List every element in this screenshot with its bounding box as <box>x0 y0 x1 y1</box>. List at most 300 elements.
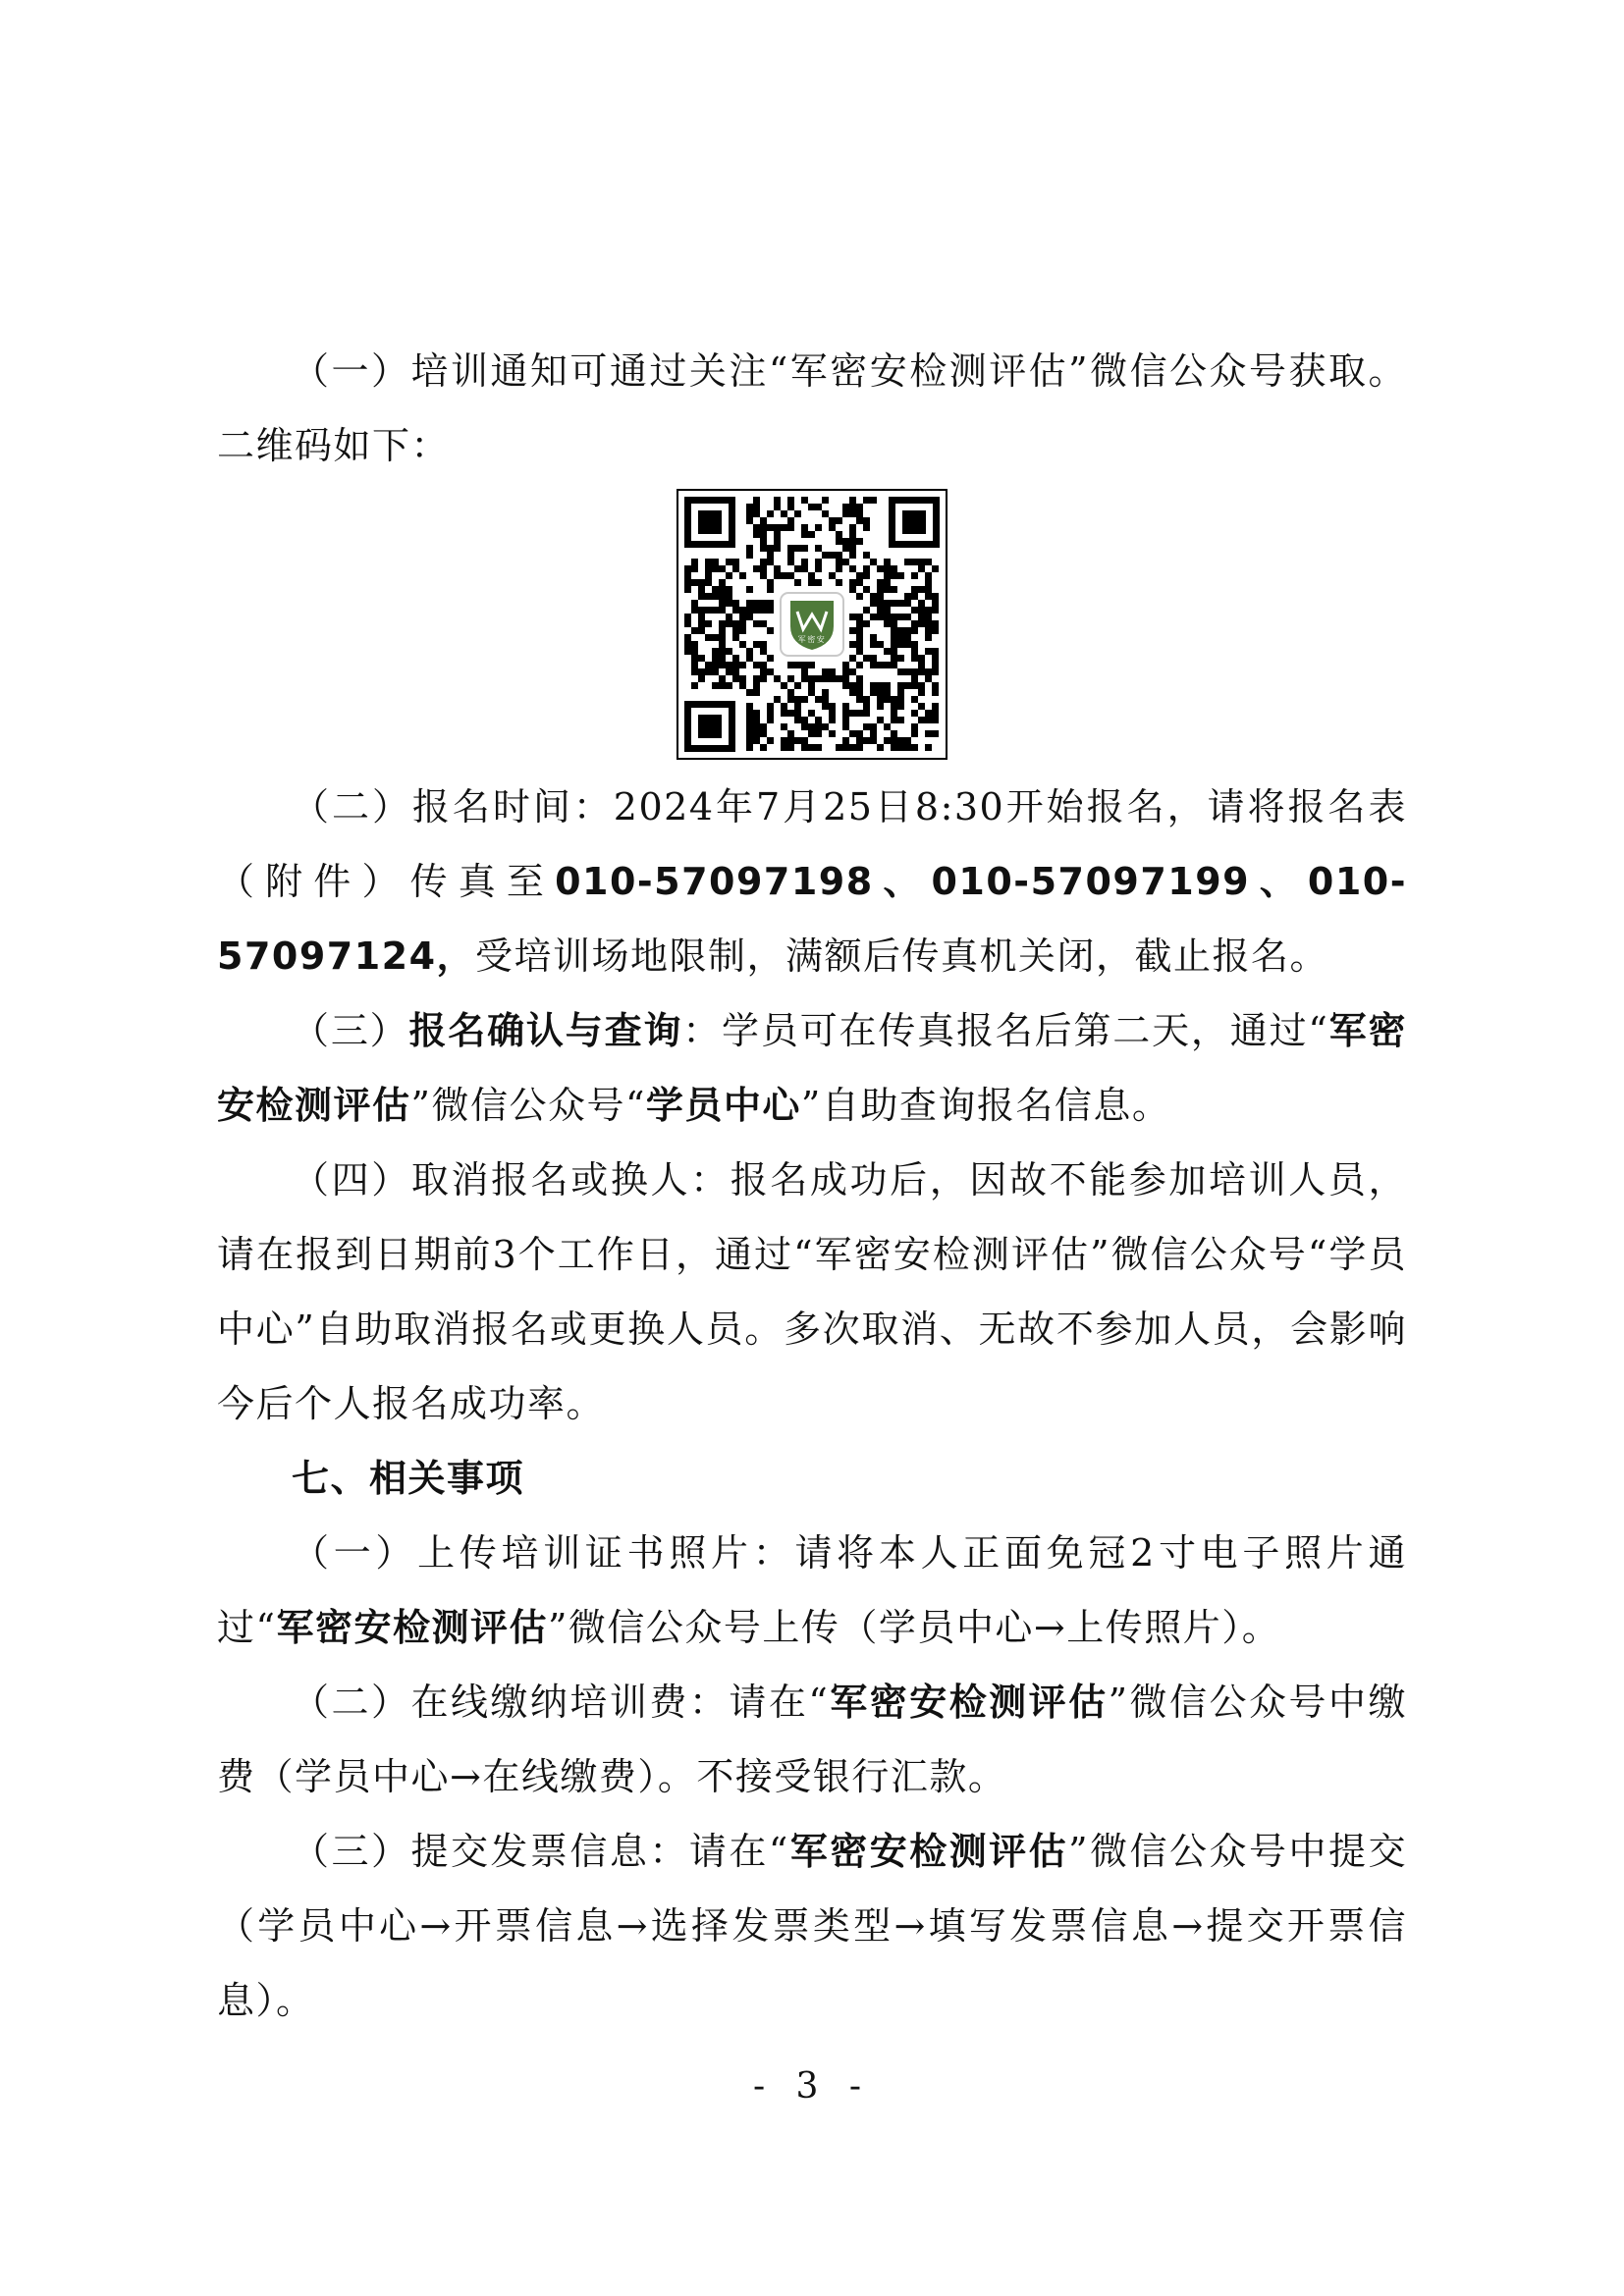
paragraph-text: ”微信公众号中提交（学员中心→开票信息→选择发票类型→填写发票信息→提交开票信息）。 <box>217 1830 1407 2022</box>
qr-module <box>801 696 808 703</box>
qr-module <box>801 668 808 675</box>
qr-module <box>856 682 863 689</box>
qr-module <box>767 717 774 723</box>
qr-module <box>760 600 767 607</box>
paragraph-text: ”微信公众号“ <box>410 1084 646 1127</box>
qr-module <box>746 689 753 696</box>
qr-module <box>732 662 739 668</box>
qr-module <box>753 723 760 730</box>
qr-module <box>760 517 767 524</box>
qr-module <box>849 668 856 675</box>
qr-module <box>884 607 891 614</box>
qr-module <box>746 517 753 524</box>
qr-module <box>836 517 842 524</box>
qr-module <box>808 689 815 696</box>
qr-module <box>932 730 939 737</box>
qr-module <box>698 675 705 682</box>
qr-module <box>884 579 891 586</box>
qr-module <box>787 689 794 696</box>
qr-module <box>863 737 870 744</box>
qr-module <box>753 737 760 744</box>
qr-module <box>753 504 760 510</box>
qr-module <box>774 572 781 579</box>
qr-module <box>781 682 787 689</box>
qr-module <box>856 620 863 627</box>
qr-module <box>760 538 767 545</box>
qr-module <box>877 593 884 600</box>
qr-module <box>801 717 808 723</box>
qr-module <box>856 579 863 586</box>
qr-module <box>870 737 877 744</box>
qr-module <box>698 668 705 675</box>
qr-module <box>732 620 739 627</box>
qr-module <box>870 634 877 641</box>
qr-module <box>712 634 719 641</box>
qr-module <box>925 586 932 593</box>
qr-module <box>684 572 691 579</box>
qr-module <box>691 662 698 668</box>
qr-module <box>836 744 842 751</box>
qr-module <box>842 504 849 510</box>
qr-module <box>822 510 829 517</box>
qr-module <box>719 627 726 634</box>
qr-module <box>870 689 877 696</box>
qr-module <box>808 682 815 689</box>
qr-module <box>698 579 705 586</box>
qr-module <box>767 668 774 675</box>
qr-module <box>760 559 767 565</box>
qr-module <box>863 655 870 662</box>
qr-module <box>877 607 884 614</box>
qr-module <box>918 565 925 572</box>
qr-module <box>856 517 863 524</box>
qr-module <box>884 689 891 696</box>
qr-module <box>794 662 801 668</box>
paragraph-text: （一）上传培训证书照片：请将本人正面免冠2寸电子照片通过“ <box>217 1531 1407 1649</box>
qr-module <box>884 723 891 730</box>
qr-module <box>746 744 753 751</box>
qr-module <box>698 614 705 620</box>
qr-module <box>774 565 781 572</box>
qr-module <box>808 572 815 579</box>
qr-module <box>925 675 932 682</box>
qr-module <box>822 703 829 710</box>
qr-module <box>794 545 801 552</box>
qr-module <box>787 497 794 504</box>
qr-module <box>863 565 870 572</box>
paragraph-text: ”自助查询报名信息。 <box>800 1084 1171 1127</box>
qr-module <box>863 524 870 531</box>
qr-module <box>781 572 787 579</box>
qr-module <box>691 641 698 648</box>
qr-module <box>849 730 856 737</box>
qr-module <box>925 559 932 565</box>
qr-module <box>849 531 856 538</box>
qr-module <box>911 593 918 600</box>
qr-module <box>877 689 884 696</box>
qr-module <box>932 620 939 627</box>
paragraph-prefix: （三） <box>292 1009 409 1052</box>
qr-module <box>842 662 849 668</box>
qr-module <box>856 696 863 703</box>
qr-module <box>829 703 836 710</box>
qr-module <box>815 559 822 565</box>
qr-module <box>753 607 760 614</box>
qr-module <box>822 689 829 696</box>
qr-module <box>891 648 897 655</box>
qr-module <box>815 565 822 572</box>
qr-module <box>767 703 774 710</box>
qr-module <box>897 627 904 634</box>
qr-module <box>836 538 842 545</box>
qr-module <box>891 710 897 717</box>
qr-module <box>877 744 884 751</box>
qr-module <box>932 662 939 668</box>
qr-module <box>911 620 918 627</box>
qr-module <box>863 703 870 710</box>
qr-module <box>822 696 829 703</box>
qr-module <box>801 524 808 531</box>
qr-module <box>863 586 870 593</box>
qr-module <box>891 565 897 572</box>
bold-term: 报名确认与查询 <box>408 1009 683 1052</box>
qr-module <box>849 497 856 504</box>
qr-module <box>684 614 691 620</box>
qr-module <box>897 572 904 579</box>
qr-module <box>829 730 836 737</box>
qr-module <box>911 607 918 614</box>
qr-module <box>684 565 691 572</box>
qr-module <box>815 504 822 510</box>
qr-module <box>712 655 719 662</box>
qr-module <box>856 634 863 641</box>
qr-module <box>884 737 891 744</box>
paragraph-text: （一）培训通知可通过关注“军密安检测评估”微信公众号获取。二维码如下： <box>217 349 1407 467</box>
wechat-qr-code <box>677 489 947 760</box>
qr-module <box>691 655 698 662</box>
qr-module <box>726 586 732 593</box>
qr-module <box>891 620 897 627</box>
qr-module <box>897 600 904 607</box>
qr-module <box>787 572 794 579</box>
qr-module <box>787 662 794 668</box>
qr-module <box>897 614 904 620</box>
qr-module <box>904 744 911 751</box>
qr-module <box>822 675 829 682</box>
qr-module <box>891 641 897 648</box>
logo-text: 军密安 <box>797 635 827 644</box>
qr-module <box>753 600 760 607</box>
qr-module <box>911 723 918 730</box>
qr-module <box>891 662 897 668</box>
qr-module <box>904 593 911 600</box>
qr-module <box>829 517 836 524</box>
qr-module <box>842 675 849 682</box>
qr-module <box>712 682 719 689</box>
qr-module <box>856 641 863 648</box>
qr-module <box>739 607 746 614</box>
qr-module <box>712 593 719 600</box>
qr-module <box>684 586 691 593</box>
qr-module <box>794 696 801 703</box>
qr-module <box>815 717 822 723</box>
qr-module <box>705 559 712 565</box>
qr-module <box>767 586 774 593</box>
qr-module <box>801 744 808 751</box>
qr-module <box>829 675 836 682</box>
qr-module <box>856 572 863 579</box>
qr-module <box>870 662 877 668</box>
qr-module <box>698 655 705 662</box>
qr-module <box>884 614 891 620</box>
qr-module <box>932 565 939 572</box>
qr-module <box>801 559 808 565</box>
qr-module <box>842 717 849 723</box>
paragraph-text: （二）报名时间：2024年7月25日8:30开始报名，请将报名表（附件）传真至 <box>217 785 1407 903</box>
qr-module <box>787 545 794 552</box>
qr-module <box>732 634 739 641</box>
qr-module <box>897 682 904 689</box>
qr-module <box>732 600 739 607</box>
qr-module <box>849 510 856 517</box>
qr-module <box>856 675 863 682</box>
qr-module <box>719 655 726 662</box>
qr-module <box>767 710 774 717</box>
qr-module <box>794 737 801 744</box>
qr-module <box>911 559 918 565</box>
qr-module <box>794 510 801 517</box>
qr-module <box>918 620 925 627</box>
qr-module <box>753 717 760 723</box>
document-body <box>217 334 1407 2038</box>
qr-module <box>891 600 897 607</box>
qr-module <box>856 614 863 620</box>
qr-module <box>904 627 911 634</box>
qr-module <box>829 552 836 559</box>
qr-module <box>794 703 801 710</box>
qr-module <box>691 607 698 614</box>
qr-module <box>726 572 732 579</box>
qr-module <box>897 689 904 696</box>
qr-module <box>870 682 877 689</box>
qr-module <box>849 655 856 662</box>
qr-module <box>904 634 911 641</box>
qr-module <box>808 531 815 538</box>
qr-module <box>753 531 760 538</box>
qr-module <box>856 737 863 744</box>
qr-module <box>760 545 767 552</box>
paragraph-text: ”微信公众号上传（学员中心→上传照片）。 <box>547 1606 1281 1649</box>
qr-module <box>705 593 712 600</box>
qr-module <box>891 744 897 751</box>
qr-module <box>726 682 732 689</box>
qr-module <box>904 668 911 675</box>
qr-module <box>774 497 781 504</box>
qr-module <box>767 559 774 565</box>
qr-module <box>842 703 849 710</box>
bold-account-name: 军密安检测评估 <box>217 1009 1407 1127</box>
qr-module <box>712 559 719 565</box>
qr-module <box>684 620 691 627</box>
qr-module <box>746 504 753 510</box>
qr-module <box>746 586 753 593</box>
qr-module <box>781 723 787 730</box>
qr-module <box>897 641 904 648</box>
qr-module <box>774 524 781 531</box>
qr-module <box>925 627 932 634</box>
qr-module <box>753 662 760 668</box>
qr-module <box>726 648 732 655</box>
qr-module <box>897 717 904 723</box>
qr-module <box>801 497 808 504</box>
qr-module <box>925 648 932 655</box>
qr-module <box>753 565 760 572</box>
paragraph-text: 受培训场地限制，满额后传真机关闭，截止报名。 <box>475 934 1329 978</box>
qr-module <box>870 497 877 504</box>
qr-module <box>787 744 794 751</box>
qr-module <box>719 662 726 668</box>
qr-module <box>691 668 698 675</box>
qr-module <box>870 559 877 565</box>
qr-module <box>767 510 774 517</box>
qr-module <box>774 538 781 545</box>
qr-module <box>787 559 794 565</box>
qr-module <box>849 614 856 620</box>
paragraph-confirm-query <box>217 993 1407 1143</box>
qr-module <box>746 703 753 710</box>
qr-module <box>842 538 849 545</box>
qr-module <box>911 648 918 655</box>
paragraph-text: ”微信公众号中缴费（学员中心→在线缴费）。不接受银行汇款。 <box>217 1681 1407 1798</box>
qr-module <box>863 723 870 730</box>
qr-module <box>801 675 808 682</box>
qr-module <box>877 641 884 648</box>
qr-module <box>877 600 884 607</box>
qr-module <box>918 668 925 675</box>
qr-module <box>705 572 712 579</box>
qr-module <box>787 675 794 682</box>
qr-module <box>925 579 932 586</box>
qr-module <box>739 641 746 648</box>
qr-module <box>767 655 774 662</box>
qr-module <box>891 696 897 703</box>
qr-module <box>815 545 822 552</box>
qr-module <box>767 524 774 531</box>
qr-module <box>884 648 891 655</box>
qr-module <box>746 614 753 620</box>
qr-module <box>856 744 863 751</box>
bold-account-name: 军密安检测评估 <box>788 1830 1069 1873</box>
qr-module <box>849 565 856 572</box>
qr-module <box>753 675 760 682</box>
qr-module <box>705 668 712 675</box>
qr-module <box>739 620 746 627</box>
qr-module <box>932 689 939 696</box>
qr-module <box>746 545 753 552</box>
qr-module <box>932 703 939 710</box>
qr-module <box>897 703 904 710</box>
qr-module <box>884 662 891 668</box>
qr-module <box>925 620 932 627</box>
qr-module <box>712 607 719 614</box>
qr-module <box>925 634 932 641</box>
qr-module <box>760 524 767 531</box>
qr-module <box>918 559 925 565</box>
qr-module <box>781 524 787 531</box>
qr-module <box>836 552 842 559</box>
qr-module <box>891 730 897 737</box>
qr-module <box>918 600 925 607</box>
qr-module <box>911 682 918 689</box>
qr-module <box>925 668 932 675</box>
qr-module <box>719 634 726 641</box>
qr-module <box>739 627 746 634</box>
qr-module <box>732 668 739 675</box>
qr-module <box>870 600 877 607</box>
qr-module <box>691 682 698 689</box>
qr-module <box>691 565 698 572</box>
qr-module <box>726 668 732 675</box>
qr-module <box>870 593 877 600</box>
qr-module <box>753 641 760 648</box>
qr-module <box>870 730 877 737</box>
qr-module <box>739 675 746 682</box>
qr-module <box>842 744 849 751</box>
qr-module <box>760 531 767 538</box>
qr-module <box>877 586 884 593</box>
qr-module <box>870 614 877 620</box>
qr-module <box>856 730 863 737</box>
qr-module <box>842 737 849 744</box>
qr-module <box>849 552 856 559</box>
qr-module <box>891 627 897 634</box>
qr-module <box>849 627 856 634</box>
qr-module <box>760 565 767 572</box>
qr-module <box>801 565 808 572</box>
qr-module <box>815 730 822 737</box>
bold-menu-name: 学员中心 <box>645 1084 801 1127</box>
paragraph-invoice-info <box>217 1814 1407 2038</box>
qr-module <box>698 627 705 634</box>
qr-module <box>891 586 897 593</box>
qr-module <box>932 710 939 717</box>
qr-module <box>822 497 829 504</box>
qr-module <box>760 572 767 579</box>
qr-module <box>877 696 884 703</box>
qr-module <box>849 504 856 510</box>
qr-module <box>753 689 760 696</box>
qr-module <box>787 517 794 524</box>
qr-module <box>767 627 774 634</box>
qr-module <box>897 634 904 641</box>
qr-module <box>705 662 712 668</box>
qr-module <box>884 565 891 572</box>
qr-module <box>794 579 801 586</box>
qr-module <box>705 565 712 572</box>
qr-center-logo <box>781 593 843 656</box>
qr-module <box>897 696 904 703</box>
qr-module <box>842 510 849 517</box>
qr-module <box>719 682 726 689</box>
qr-module <box>932 627 939 634</box>
qr-module <box>849 524 856 531</box>
qr-module <box>911 675 918 682</box>
qr-module <box>911 668 918 675</box>
qr-module <box>808 662 815 668</box>
qr-module <box>808 579 815 586</box>
qr-code-container <box>217 489 1407 760</box>
qr-module <box>760 607 767 614</box>
